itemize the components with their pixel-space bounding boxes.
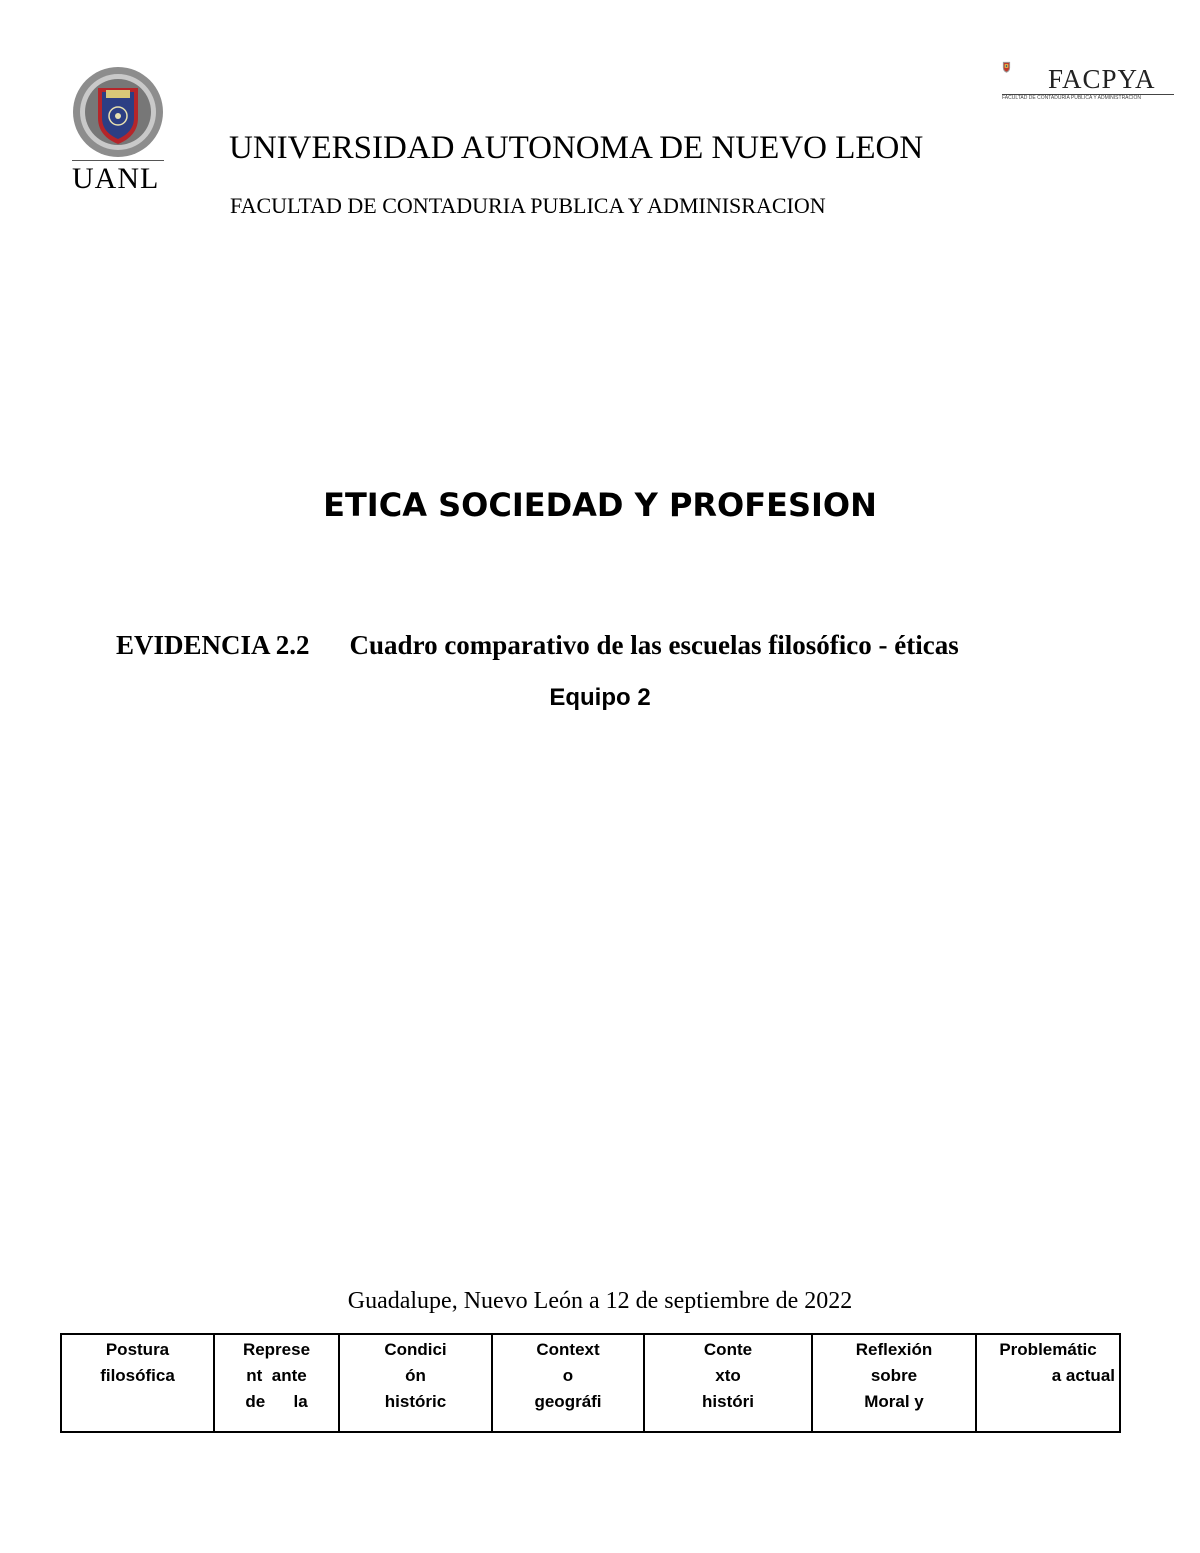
evidence-label: EVIDENCIA 2.2 [116, 630, 310, 660]
header-cell-contexto-geografico: Context o geográfi [492, 1334, 644, 1432]
header-cell-problematica: Problemátic a actual [976, 1334, 1120, 1432]
team-name: Equipo 2 [549, 684, 651, 711]
evidence-heading [116, 630, 959, 661]
facpya-wordmark: FACPYA [1048, 64, 1156, 94]
header-cell-contexto-historico: Conte xto históri [644, 1334, 812, 1432]
facpya-shield-icon [1002, 42, 1042, 94]
evidence-title: Cuadro comparativo de las escuelas filosófico - éticas [349, 630, 959, 660]
table-header-row [61, 1334, 1120, 1432]
header-cell-condicion: Condici ón históric [339, 1334, 492, 1432]
header-cell-postura: Postura filosófica [61, 1334, 214, 1432]
header-cell-representante: Represe nt ante de la [214, 1334, 339, 1432]
course-title: ETICA SOCIEDAD Y PROFESION [323, 486, 877, 524]
facpya-subtitle: FACULTAD DE CONTADURÍA PÚBLICA Y ADMINISTRACIÓN [1002, 95, 1142, 101]
place-date: Guadalupe, Nuevo León a 12 de septiembre de 2022 [347, 1288, 853, 1314]
header-cell-reflexion: Reflexión sobre Moral y [812, 1334, 976, 1432]
university-name: UNIVERSIDAD AUTONOMA DE NUEVO LEON [229, 130, 924, 166]
uanl-wordmark: UANL [72, 162, 160, 195]
faculty-name: FACULTAD DE CONTADURIA PUBLICA Y ADMINISRACION [230, 193, 826, 218]
comparison-table [60, 1333, 1121, 1433]
uanl-logo-rule [72, 160, 164, 161]
